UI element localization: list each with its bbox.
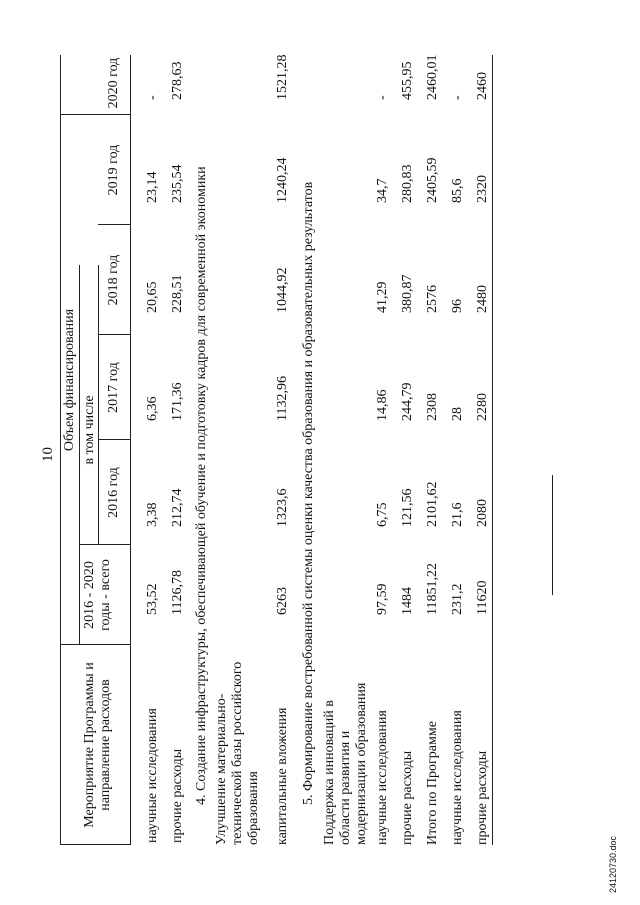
value-cell: 1484 — [400, 587, 415, 615]
section-title: 4. Создание инфраструктуры, обеспечивающей обучение и подготовку кадров для современной экономики — [194, 166, 209, 805]
value-cell: 455,95 — [400, 61, 415, 100]
section-title: 5. Формирование востребованной системы оценки качества образования и образовательных результатов — [301, 181, 316, 805]
footer-filename: 24120730.doc — [608, 835, 618, 893]
value-cell: 1323,6 — [275, 488, 290, 527]
page-number: 10 — [40, 447, 56, 462]
table-left-line — [60, 844, 131, 845]
header-divider — [98, 439, 130, 440]
value-cell: 41,29 — [375, 281, 390, 313]
value-cell: 244,79 — [400, 382, 415, 421]
value-cell: 380,87 — [400, 274, 415, 313]
value-cell: 280,83 — [400, 164, 415, 203]
row-label: прочие расходы — [475, 750, 490, 845]
value-cell: 2480 — [475, 285, 490, 313]
value-cell: 85,6 — [450, 178, 465, 203]
value-cell: 171,36 — [170, 382, 185, 421]
value-cell: - — [145, 95, 160, 100]
value-cell: 96 — [450, 299, 465, 313]
header-divider — [60, 644, 130, 645]
value-cell: 228,51 — [170, 274, 185, 313]
row-label: капитальные вложения — [275, 707, 290, 845]
value-cell: 14,86 — [375, 389, 390, 421]
header-divider — [98, 334, 130, 335]
value-cell: 1240,24 — [275, 157, 290, 203]
col-measure-header: Мероприятие Программы и направление расходов — [82, 662, 113, 828]
value-cell: 53,52 — [145, 583, 160, 615]
value-cell: 2460,01 — [425, 54, 440, 100]
value-cell: 2576 — [425, 285, 440, 313]
value-cell: 6,75 — [375, 502, 390, 527]
col-incl-header: в том числе — [82, 395, 97, 465]
col-total-header: 2016 - 2020 годы - всего — [82, 559, 113, 631]
value-cell: 97,59 — [375, 583, 390, 615]
value-cell: 2320 — [475, 175, 490, 203]
value-cell: 1044,92 — [275, 267, 290, 313]
incl-divider — [98, 265, 99, 545]
year-header: 2016 год — [106, 467, 121, 518]
value-cell: 2308 — [425, 393, 440, 421]
value-cell: 1132,96 — [275, 376, 290, 421]
value-cell: 21,6 — [450, 502, 465, 527]
financing-divider — [79, 265, 80, 645]
header-divider — [98, 224, 130, 225]
value-cell: 1521,28 — [275, 54, 290, 100]
value-cell: 34,7 — [375, 178, 390, 203]
value-cell: 6,36 — [145, 396, 160, 421]
header-bottom-line — [130, 55, 131, 845]
year-header: 2018 год — [106, 254, 121, 306]
row-label: прочие расходы — [170, 748, 185, 843]
value-cell: 23,14 — [145, 171, 160, 203]
col-financing-header: Объем финансирования — [62, 308, 77, 452]
value-cell: - — [450, 95, 465, 100]
year-header: 2020 год — [106, 57, 121, 109]
separator-line — [552, 475, 553, 595]
value-cell: 235,54 — [170, 164, 185, 203]
row-label: научные исследования — [145, 708, 160, 843]
value-cell: 231,2 — [450, 583, 465, 615]
value-cell: 11851,22 — [425, 563, 440, 615]
value-cell: 3,38 — [145, 502, 160, 527]
value-cell: 20,65 — [145, 281, 160, 313]
year-header: 2019 год — [106, 144, 121, 196]
value-cell: 11620 — [475, 580, 490, 615]
row-label: прочие расходы — [400, 750, 415, 845]
value-cell: 212,74 — [170, 488, 185, 527]
row-label: научные исследования — [375, 710, 390, 845]
row-label: Поддержка инноваций в области развития и модернизации образования — [322, 682, 369, 845]
table-bottom-line — [492, 55, 493, 845]
row-label: научные исследования — [450, 710, 465, 845]
value-cell: 1126,78 — [170, 570, 185, 615]
value-cell: 6263 — [275, 587, 290, 615]
year-header: 2017 год — [106, 362, 121, 413]
table-top-line — [60, 55, 61, 845]
value-cell: 121,56 — [400, 488, 415, 527]
value-cell: 278,63 — [170, 61, 185, 100]
value-cell: 2460 — [475, 72, 490, 100]
value-cell: 2101,62 — [425, 481, 440, 527]
value-cell: 28 — [450, 407, 465, 421]
row-label: Улучшение материально-технической базы российского образования — [214, 661, 261, 845]
value-cell: - — [375, 95, 390, 100]
row-label: Итого по Программе — [425, 721, 440, 845]
header-divider — [79, 544, 130, 545]
value-cell: 2405,59 — [425, 157, 440, 203]
header-divider — [60, 114, 130, 115]
value-cell: 2080 — [475, 499, 490, 527]
value-cell: 2280 — [475, 393, 490, 421]
